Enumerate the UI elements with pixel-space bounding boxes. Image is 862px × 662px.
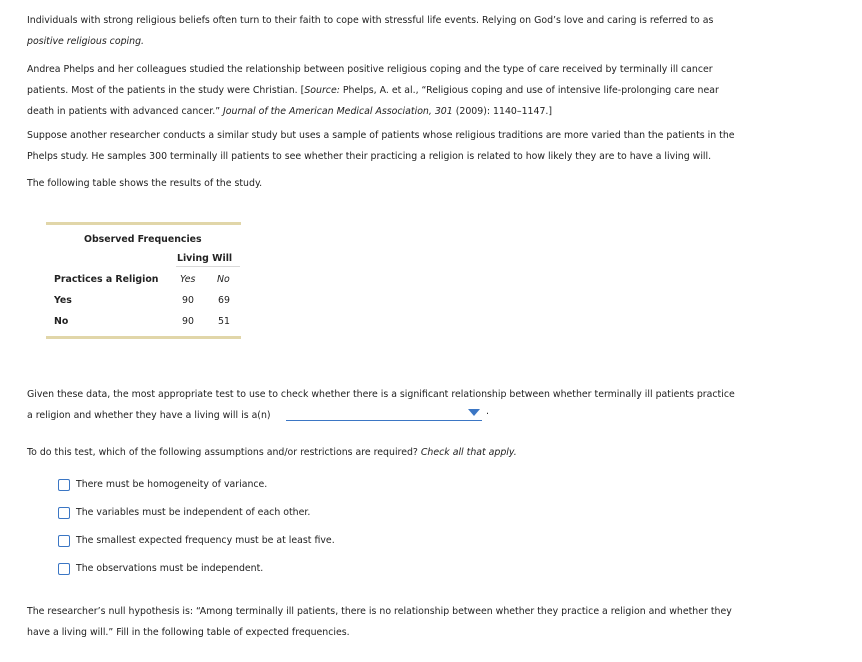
null-hypothesis-paragraph — [27, 601, 762, 643]
row-header: Practices a Religion — [54, 274, 159, 285]
intro-text: Individuals with strong religious beliefs often turn to their faith to cope with stressful life events. Relying on God’s love and caring is referred to as — [27, 15, 714, 26]
question-test-line1: Given these data, the most appropriate test to use to check whether there is a significant relationship between whether terminally ill patients practice — [27, 389, 735, 400]
table-title: Observed Frequencies — [84, 234, 202, 245]
question-assumptions — [27, 442, 762, 463]
checkbox[interactable] — [58, 563, 70, 575]
observed-frequencies-table — [46, 222, 241, 340]
study-line1: Andrea Phelps and her colleagues studied the relationship between positive religious coping and the type of care received by terminally ill cancer — [27, 64, 713, 75]
question-test-period: . — [486, 406, 489, 417]
assumptions-prompt: To do this test, which of the following assumptions and/or restrictions are required? — [27, 447, 418, 458]
cell-yes-yes: 90 — [182, 295, 194, 306]
study-line2-pre: patients. Most of the patients in the study were Christian. [ — [27, 85, 305, 96]
journal-citation: Journal of the American Medical Association, 301 — [223, 106, 453, 117]
checkbox[interactable] — [58, 507, 70, 519]
scenario-line1: Suppose another researcher conducts a similar study but uses a sample of patients whose religious traditions are more varied than the patients in the — [27, 130, 735, 141]
option-label: The variables must be independent of each other. — [76, 507, 311, 518]
column-group-rule — [176, 266, 240, 267]
option-label: The observations must be independent. — [76, 563, 264, 574]
test-type-dropdown[interactable] — [286, 404, 482, 421]
null-hypothesis-line1: The researcher’s null hypothesis is: “Among terminally ill patients, there is no relationship between whether they practice a religion and whether they — [27, 606, 732, 617]
study-paragraph — [27, 59, 762, 122]
scenario-line2: Phelps study. He samples 300 terminally ill patients to see whether their practicing a religion is related to how likely they are to have a living will. — [27, 151, 712, 162]
study-line3-pre: death in patients with advanced cancer.” — [27, 106, 224, 117]
row-label-no: No — [54, 316, 69, 327]
cell-no-yes: 90 — [182, 316, 194, 327]
table-bottom-rule — [46, 336, 241, 339]
scenario-paragraph — [27, 125, 762, 167]
source-label: Source: — [304, 85, 340, 96]
table-top-rule — [46, 222, 241, 225]
checkbox[interactable] — [58, 479, 70, 491]
option-label: There must be homogeneity of variance. — [76, 479, 268, 490]
row-label-yes: Yes — [54, 295, 72, 306]
intro-term: positive religious coping. — [27, 36, 144, 47]
column-group-header: Living Will — [177, 253, 233, 264]
cell-yes-no: 69 — [218, 295, 230, 306]
study-line2-post: Phelps, A. et al., “Religious coping and use of intensive life-prolonging care near — [339, 85, 719, 96]
checkbox[interactable] — [58, 535, 70, 547]
null-hypothesis-line2: have a living will.” Fill in the following table of expected frequencies. — [27, 627, 350, 638]
option-label: The smallest expected frequency must be at least five. — [76, 535, 335, 546]
column-header-yes: Yes — [180, 274, 196, 285]
table-intro: The following table shows the results of the study. — [27, 178, 263, 189]
column-header-no: No — [217, 274, 230, 285]
study-line3-post: (2009): 1140–1147.] — [452, 106, 553, 117]
intro-paragraph — [27, 10, 762, 52]
cell-no-no: 51 — [218, 316, 230, 327]
assumptions-instruction: Check all that apply. — [420, 447, 517, 458]
chevron-down-icon[interactable] — [468, 409, 480, 416]
question-test-line2: a religion and whether they have a living will is a(n) — [27, 410, 271, 421]
